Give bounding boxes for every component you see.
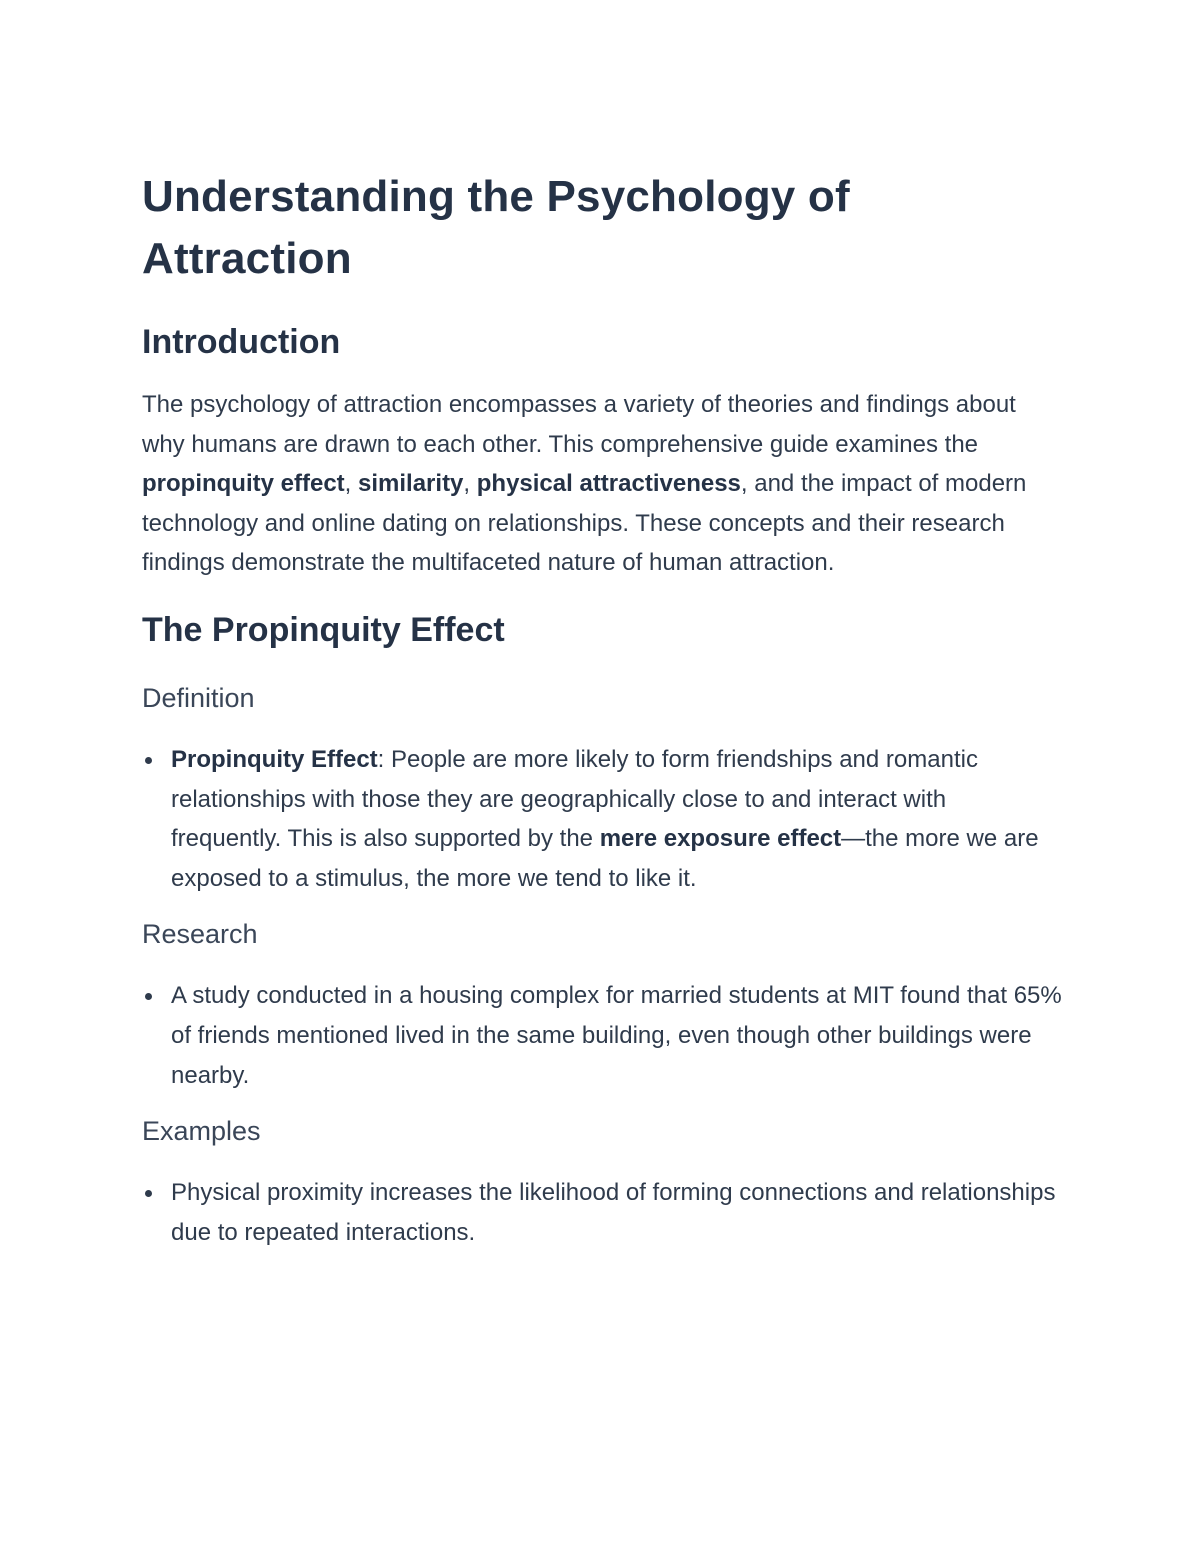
bold-term-similarity: similarity xyxy=(358,470,464,498)
subheading-examples: Examples xyxy=(142,1116,261,1147)
list-item: A study conducted in a housing complex for married students at MIT found that 65% of friends mentioned lived in the same building, even though other buildings were nearby. xyxy=(142,976,1062,1095)
bold-term-physical-attractiveness: physical attractiveness xyxy=(476,470,741,498)
text-run: : People are more likely to form friendships and romantic relationships with those they are geographically close to and interact with frequently. This is also supported by the xyxy=(171,745,978,853)
bold-term-propinquity-effect: propinquity effect xyxy=(142,470,345,498)
text-run: , and the impact of modern technology and online dating on relationships. These concepts and their research findings demonstrate the multifaceted nature of human attraction. xyxy=(142,470,1027,577)
bold-term-propinquity-effect: Propinquity Effect xyxy=(171,745,378,773)
section-heading-propinquity-effect: The Propinquity Effect xyxy=(142,610,505,649)
introduction-paragraph xyxy=(142,385,1062,583)
research-list xyxy=(142,976,1062,1095)
document-page xyxy=(142,166,1062,1252)
subheading-research: Research xyxy=(142,919,258,950)
list-item: Physical proximity increases the likelihood of forming connections and relationships due to repeated interactions. xyxy=(142,1173,1062,1252)
section-heading-introduction: Introduction xyxy=(142,323,341,361)
subheading-definition: Definition xyxy=(142,682,255,713)
definition-list xyxy=(142,740,1062,898)
text-run: , xyxy=(463,470,477,498)
examples-list xyxy=(142,1173,1062,1252)
text-run: The psychology of attraction encompasses a variety of theories and findings about why humans are drawn to each other. This comprehensive guide examines the xyxy=(142,391,1016,458)
bold-term-mere-exposure-effect: mere exposure effect xyxy=(599,825,842,853)
list-item xyxy=(142,740,1062,898)
text-run: —the more we are exposed to a stimulus, the more we tend to like it. xyxy=(171,825,1039,892)
document-title: Understanding the Psychology of Attraction xyxy=(142,172,850,283)
text-run: , xyxy=(344,470,359,498)
